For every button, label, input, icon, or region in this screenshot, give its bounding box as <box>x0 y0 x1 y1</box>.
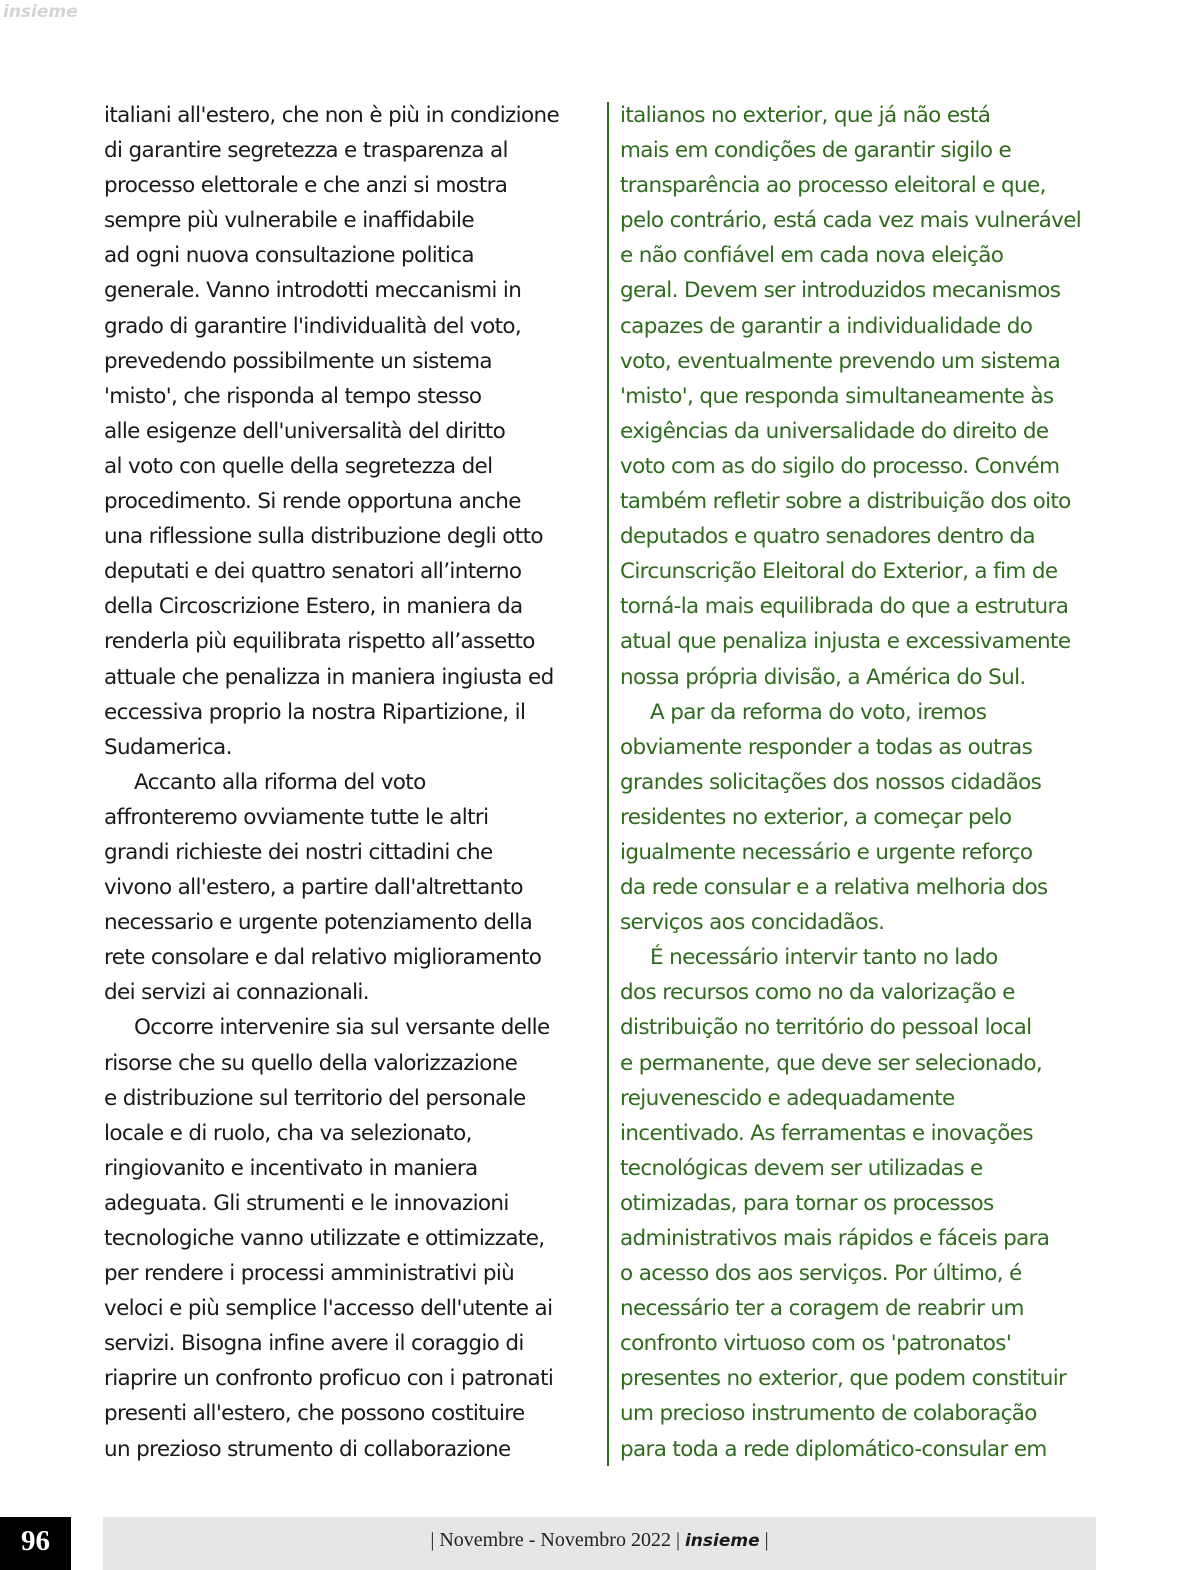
footer-bar <box>103 1517 1096 1570</box>
portuguese-text-line: Circunscrição Eleitoral do Exterior, a fim de <box>620 559 1058 585</box>
italian-text-line: servizi. Bisogna infine avere il coraggio di <box>104 1331 524 1357</box>
italian-text-line: generale. Vanno introdotti meccanismi in <box>104 278 522 304</box>
portuguese-text-line: necessário ter a coragem de reabrir um <box>620 1296 1024 1322</box>
italian-text-line: al voto con quelle della segretezza del <box>104 453 493 479</box>
italian-text-line: adeguata. Gli strumenti e le innovazioni <box>104 1190 509 1216</box>
italian-text-line: affronteremo ovviamente tutte le altri <box>104 804 489 830</box>
italian-text-line: risorse che su quello della valorizzazione <box>104 1050 518 1076</box>
italian-text-line: una riflessione sulla distribuzione degli otto <box>104 524 543 550</box>
portuguese-text-line: e permanente, que deve ser selecionado, <box>620 1050 1043 1076</box>
italian-text-line: un prezioso strumento di collaborazione <box>104 1436 511 1462</box>
portuguese-text-line: capazes de garantir a individualidade do <box>620 313 1033 339</box>
portuguese-text-line: também refletir sobre a distribuição dos oito <box>620 489 1071 515</box>
italian-text-line: riaprire un confronto proficuo con i patronati <box>104 1366 554 1392</box>
portuguese-text-line: tecnológicas devem ser utilizadas e <box>620 1155 983 1181</box>
italian-text-line: attuale che penalizza in maniera ingiusta ed <box>104 664 554 690</box>
italian-text-column <box>104 98 594 1467</box>
italian-text-line: vivono all'estero, a partire dall'altrettanto <box>104 875 523 901</box>
italian-text-line: tecnologiche vanno utilizzate e ottimizzate, <box>104 1226 545 1251</box>
italian-text-line: renderla più equilibrata rispetto all’assetto <box>104 629 535 655</box>
portuguese-text-line: voto, eventualmente prevendo um sistema <box>620 348 1061 374</box>
italian-text-line: rete consolare e dal relativo miglioramento <box>104 945 542 971</box>
italian-text-line: alle esigenze dell'universalità del diritto <box>104 418 506 444</box>
italian-text-line: procedimento. Si rende opportuna anche <box>104 489 521 515</box>
footer-issue-line <box>103 1529 1096 1552</box>
column-divider <box>607 102 609 1466</box>
italian-text-line: ad ogni nuova consultazione politica <box>104 243 474 269</box>
portuguese-text-line: e não confiável em cada nova eleição <box>620 243 1004 269</box>
portuguese-text-line: um precioso instrumento de colaboração <box>620 1401 1037 1427</box>
portuguese-text-line: distribuição no território do pessoal local <box>620 1015 1032 1041</box>
italian-text-line: e distribuzione sul territorio del personale <box>104 1085 526 1111</box>
portuguese-text-line: torná-la mais equilibrada do que a estrutura <box>620 594 1069 620</box>
italian-text-line: italiani all'estero, che non è più in condizione <box>104 103 560 128</box>
italian-text-line: necessario e urgente potenziamento della <box>104 910 533 936</box>
footer-separator: | <box>764 1529 769 1551</box>
italian-text-line: dei servizi ai connazionali. <box>104 980 369 1006</box>
italian-text-line: grandi richieste dei nostri cittadini che <box>104 839 493 865</box>
portuguese-text-line: da rede consular e a relativa melhoria dos <box>620 875 1048 901</box>
portuguese-text-line: nossa própria divisão, a América do Sul. <box>620 664 1026 690</box>
portuguese-text-line: incentivado. As ferramentas e inovações <box>620 1120 1033 1146</box>
italian-text-line: ringiovanito e incentivato in maniera <box>104 1155 478 1181</box>
portuguese-text-line: presentes no exterior, que podem constituir <box>620 1366 1067 1392</box>
portuguese-text-line: grandes solicitações dos nossos cidadãos <box>620 769 1042 795</box>
portuguese-text-line: atual que penaliza injusta e excessivamente <box>620 629 1071 655</box>
page-number: 96 <box>21 1525 50 1557</box>
italian-text-line: presenti all'estero, che possono costituire <box>104 1401 525 1427</box>
italian-text-line: per rendere i processi amministrativi più <box>104 1261 515 1287</box>
portuguese-text-column <box>620 98 1100 1467</box>
italian-text-line: deputati e dei quattro senatori all’interno <box>104 559 522 585</box>
page-number-box <box>0 1517 71 1570</box>
italian-text-line: processo elettorale e che anzi si mostra <box>104 173 508 199</box>
portuguese-text-line: exigências da universalidade do direito de <box>620 418 1049 444</box>
portuguese-text-line: mais em condições de garantir sigilo e <box>620 138 1012 164</box>
portuguese-text-line: deputados e quatro senadores dentro da <box>620 524 1035 550</box>
portuguese-text-line: rejuvenescido e adequadamente <box>620 1085 955 1111</box>
italian-text-line: Occorre intervenire sia sul versante delle <box>134 1015 550 1041</box>
italian-text-line: di garantire segretezza e trasparenza al <box>104 138 508 164</box>
portuguese-text-line: É necessário intervir tanto no lado <box>650 945 998 971</box>
portuguese-text-line: 'misto', que responda simultaneamente às <box>620 383 1054 409</box>
portuguese-text-line: obviamente responder a todas as outras <box>620 734 1033 760</box>
italian-text-line: eccessiva proprio la nostra Ripartizione, il <box>104 699 526 725</box>
portuguese-text-line: residentes no exterior, a começar pelo <box>620 804 1012 830</box>
portuguese-text-line: confronto virtuoso com os 'patronatos' <box>620 1331 1012 1357</box>
italian-text-line: Accanto alla riforma del voto <box>134 769 426 795</box>
portuguese-text-line: transparência ao processo eleitoral e que, <box>620 173 1046 199</box>
footer-issue-date: | Novembre - Novembro 2022 | <box>430 1529 680 1551</box>
italian-text-line: sempre più vulnerabile e inaffidabile <box>104 208 474 234</box>
italian-text-line: grado di garantire l'individualità del voto, <box>104 313 522 339</box>
header-brand-logo: insieme <box>3 2 78 22</box>
portuguese-text-line: pelo contrário, está cada vez mais vulnerável <box>620 208 1082 234</box>
portuguese-text-line: A par da reforma do voto, iremos <box>650 699 987 725</box>
italian-text-line: veloci e più semplice l'accesso dell'utente ai <box>104 1296 553 1322</box>
portuguese-text-line: para toda a rede diplomático-consular em <box>620 1436 1047 1462</box>
portuguese-text-line: igualmente necessário e urgente reforço <box>620 839 1033 865</box>
portuguese-text-line: serviços aos concidadãos. <box>620 910 885 936</box>
italian-text-line: Sudamerica. <box>104 734 232 760</box>
portuguese-text-line: voto com as do sigilo do processo. Convém <box>620 453 1060 479</box>
italian-text-line: locale e di ruolo, cha va selezionato, <box>104 1120 472 1146</box>
portuguese-text-line: administrativos mais rápidos e fáceis para <box>620 1226 1050 1251</box>
portuguese-text-line: otimizadas, para tornar os processos <box>620 1190 994 1216</box>
portuguese-text-line: italianos no exterior, que já não está <box>620 103 991 128</box>
italian-text-line: prevedendo possibilmente un sistema <box>104 348 492 374</box>
italian-text-line: 'misto', che risponda al tempo stesso <box>104 383 482 409</box>
portuguese-text-line: o acesso dos aos serviços. Por último, é <box>620 1261 1022 1287</box>
portuguese-text-line: geral. Devem ser introduzidos mecanismos <box>620 278 1061 304</box>
portuguese-text-line: dos recursos como no da valorização e <box>620 980 1015 1006</box>
italian-text-line: della Circoscrizione Estero, in maniera da <box>104 594 523 620</box>
footer-brand-logo: insieme <box>684 1531 760 1551</box>
